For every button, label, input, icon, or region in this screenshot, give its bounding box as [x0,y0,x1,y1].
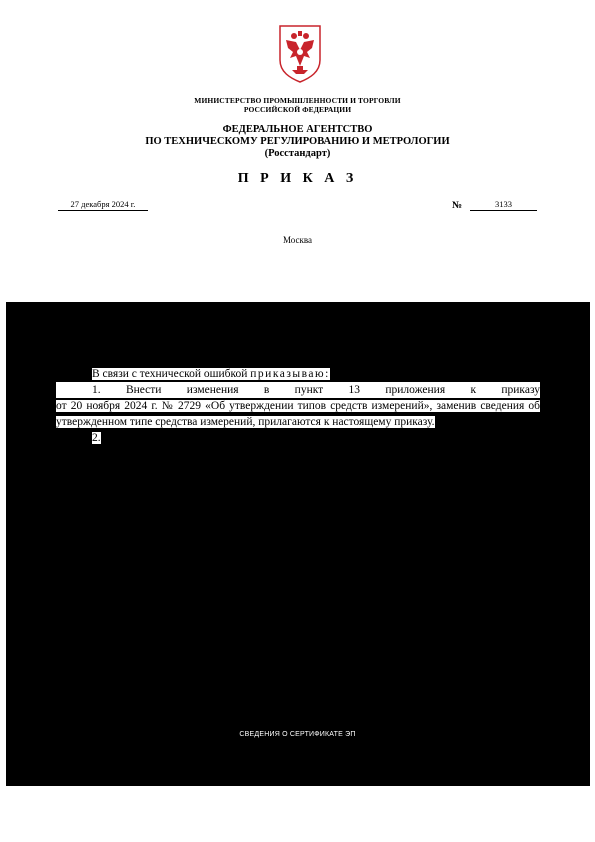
agency-line2: ПО ТЕХНИЧЕСКОМУ РЕГУЛИРОВАНИЮ И МЕТРОЛОГИИ [145,136,450,147]
order-body [56,366,540,446]
agency-line1: ФЕДЕРАЛЬНОЕ АГЕНТСТВО [222,124,373,135]
certificate-label: СВЕДЕНИЯ О СЕРТИФИКАТЕ ЭП [239,731,356,738]
intro-paragraph [56,366,540,382]
ministry-line1: МИНИСТЕРСТВО ПРОМЫШЛЕННОСТИ И ТОРГОВЛИ [194,96,401,105]
intro-spaced: приказываю: [250,368,330,380]
ministry-line2: РОССИЙСКОЙ ФЕДЕРАЦИИ [243,105,352,114]
item-1-rest [56,398,540,430]
item-2-text: 2. [92,432,101,444]
item-2 [56,430,540,446]
intro-text [92,368,330,380]
agency-heading [0,124,595,160]
item-1-rest-text: от 20 ноября 2024 г. № 2729 «Об утверждении типов средств измерений», заменив сведения об утвержденном типе средства измерений, прилагаются к настоящему приказу. [56,400,540,428]
item-1 [56,382,540,398]
order-title: П Р И К А З [237,171,358,186]
city: Москва [283,235,312,245]
coat-of-arms-icon [274,22,326,84]
intro-normal: В связи с технической ошибкой [92,368,251,380]
item-1-first-line: 1. Внести изменения в пункт 13 приложения к приказу [56,382,540,398]
order-number: 3133 [470,199,537,211]
ministry-heading [0,96,595,114]
agency-line3: (Росстандарт) [264,148,331,159]
order-date: 27 декабря 2024 г. [58,199,148,211]
number-sign: № [452,200,463,211]
